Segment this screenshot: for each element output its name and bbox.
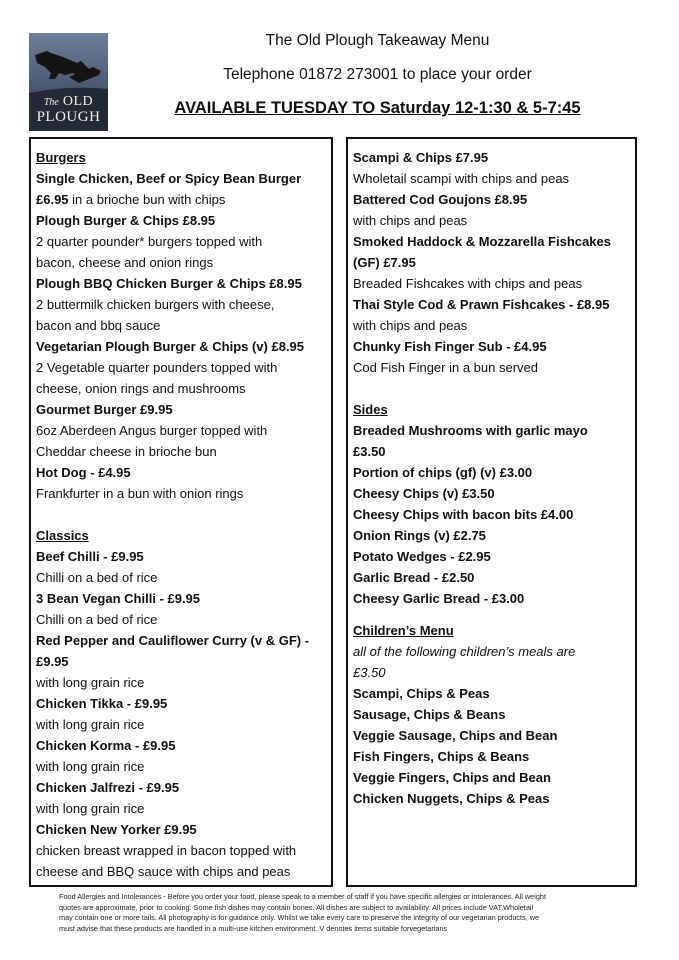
menu-description: with long grain rice <box>36 801 145 816</box>
menu-item-name: 3 Bean Vegan Chilli - £9.95 <box>36 591 201 606</box>
menu-item-name: Scampi & Chips £7.95 <box>353 150 489 165</box>
menu-item-name: Smoked Haddock & Mozzarella Fishcakes <box>353 234 611 249</box>
menu-item-name: Cheesy Garlic Bread - £3.00 <box>353 591 525 606</box>
menu-item-name: Veggie Fingers, Chips and Bean <box>353 770 551 785</box>
menu-description: Breaded Fishcakes with chips and peas <box>353 276 583 291</box>
menu-item-name: Plough Burger & Chips £8.95 <box>36 213 216 228</box>
section-heading: Classics <box>36 528 89 543</box>
menu-description: cheese, onion rings and mushrooms <box>36 381 246 396</box>
menu-description: Chilli on a bed of rice <box>36 570 158 585</box>
allergy-footer <box>59 892 624 934</box>
menu-column-left <box>29 137 333 887</box>
menu-item-name: £3.50 <box>353 444 386 459</box>
logo-the: The <box>43 97 59 108</box>
menu-item-name: Gourmet Burger £9.95 <box>36 402 173 417</box>
menu-description: Cod Fish Finger in a bun served <box>353 360 538 375</box>
menu-item-name: Breaded Mushrooms with garlic mayo <box>353 423 588 438</box>
section-heading: Burgers <box>36 150 86 165</box>
menu-item-name: £9.95 <box>36 654 69 669</box>
menu-item-name: Hot Dog - £4.95 <box>36 465 131 480</box>
logo-old: OLD <box>62 94 94 109</box>
menu-item-name: Plough BBQ Chicken Burger & Chips £8.95 <box>36 276 302 291</box>
menu-description: chicken breast wrapped in bacon topped with <box>36 843 297 858</box>
menu-column-right <box>346 137 637 887</box>
footer-line: Food Allergies and Intolerances - Before you order your food, please speak to a member of staff if you have specific allergies or intolerances. All weight <box>59 892 546 901</box>
menu-item-name: Fish Fingers, Chips & Beans <box>353 749 530 764</box>
menu-item-name: (GF) £7.95 <box>353 255 416 270</box>
menu-item-name: Portion of chips (gf) (v) £3.00 <box>353 465 533 480</box>
telephone-line: Telephone 01872 273001 to place your order <box>223 66 532 83</box>
spacer <box>353 609 630 620</box>
menu-description: in a brioche bun with chips <box>68 192 226 207</box>
menu-description: with long grain rice <box>36 675 145 690</box>
menu-item-name: Scampi, Chips & Peas <box>353 686 490 701</box>
footer-line: quotes are approximate, prior to cooking. Some fish dishes may contain bones. All dishes are subject to availability. All prices include VAT.Wholetail <box>59 902 534 912</box>
spacer <box>36 504 326 525</box>
footer-line: may contain one or more tails. All photography is for guidance only. Whilst we take every care to preserve the integrity of our vegetarian products, we <box>59 913 540 922</box>
menu-item-name: Potato Wedges - £2.95 <box>353 549 491 564</box>
availability-banner: AVAILABLE TUESDAY TO Saturday 12-1:30 & 5-7:45 <box>174 99 581 117</box>
menu-item-name: Vegetarian Plough Burger & Chips (v) £8.95 <box>36 339 305 354</box>
menu-title: The Old Plough Takeaway Menu <box>265 32 490 49</box>
menu-item-name: Chunky Fish Finger Sub - £4.95 <box>353 339 547 354</box>
menu-item-name: Onion Rings (v) £2.75 <box>353 528 486 543</box>
menu-item-name: Chicken Tikka - £9.95 <box>36 696 168 711</box>
menu-description: 2 buttermilk chicken burgers with cheese, <box>36 297 275 312</box>
menu-description: cheese and BBQ sauce with chips and peas <box>36 864 291 879</box>
menu-item-name: Red Pepper and Cauliflower Curry (v & GF) - <box>36 633 310 648</box>
menu-item-name: Garlic Bread - £2.50 <box>353 570 475 585</box>
menu-description: Frankfurter in a bun with onion rings <box>36 486 244 501</box>
logo <box>29 33 108 131</box>
menu-description: all of the following children’s meals are <box>353 644 576 659</box>
menu-description: 2 Vegetable quarter pounders topped with <box>36 360 278 375</box>
menu-description: Cheddar cheese in brioche bun <box>36 444 217 459</box>
menu-item-name: Thai Style Cod & Prawn Fishcakes - £8.95 <box>353 297 610 312</box>
menu-price: £6.95 <box>36 192 69 207</box>
menu-item-name: Chicken Nuggets, Chips & Peas <box>353 791 550 806</box>
menu-description: Chilli on a bed of rice <box>36 612 158 627</box>
menu-item-name: Single Chicken, Beef or Spicy Bean Burger <box>36 171 302 186</box>
menu-description: £3.50 <box>353 665 386 680</box>
menu-description: with chips and peas <box>353 213 468 228</box>
menu-item-name: Chicken Jalfrezi - £9.95 <box>36 780 180 795</box>
menu-description: with long grain rice <box>36 717 145 732</box>
menu-description: with long grain rice <box>36 759 145 774</box>
section-heading: Children’s Menu <box>353 623 454 638</box>
menu-description: bacon, cheese and onion rings <box>36 255 214 270</box>
menu-description: Wholetail scampi with chips and peas <box>353 171 570 186</box>
spacer <box>353 378 630 399</box>
menu-description: 6oz Aberdeen Angus burger topped with <box>36 423 268 438</box>
menu-line <box>36 189 326 210</box>
menu-item-name: Battered Cod Goujons £8.95 <box>353 192 528 207</box>
menu-item-name: Chicken New Yorker £9.95 <box>36 822 197 837</box>
section-heading: Sides <box>353 402 388 417</box>
menu-description: with chips and peas <box>353 318 468 333</box>
menu-item-name: Chicken Korma - £9.95 <box>36 738 176 753</box>
menu-item-name: Cheesy Chips (v) £3.50 <box>353 486 495 501</box>
logo-text <box>29 93 108 125</box>
logo-plough: PLOUGH <box>36 109 101 125</box>
menu-description: 2 quarter pounder* burgers topped with <box>36 234 263 249</box>
footer-line: must advise that these products are handled in a multi-use kitchen environment. V denotes items suitable forvegetarians <box>59 923 448 933</box>
menu-item-name: Cheesy Chips with bacon bits £4.00 <box>353 507 574 522</box>
menu-description: bacon and bbq sauce <box>36 318 161 333</box>
menu-item-name: Veggie Sausage, Chips and Bean <box>353 728 558 743</box>
menu-item-name: Sausage, Chips & Beans <box>353 707 506 722</box>
menu-item-name: Beef Chilli - £9.95 <box>36 549 144 564</box>
